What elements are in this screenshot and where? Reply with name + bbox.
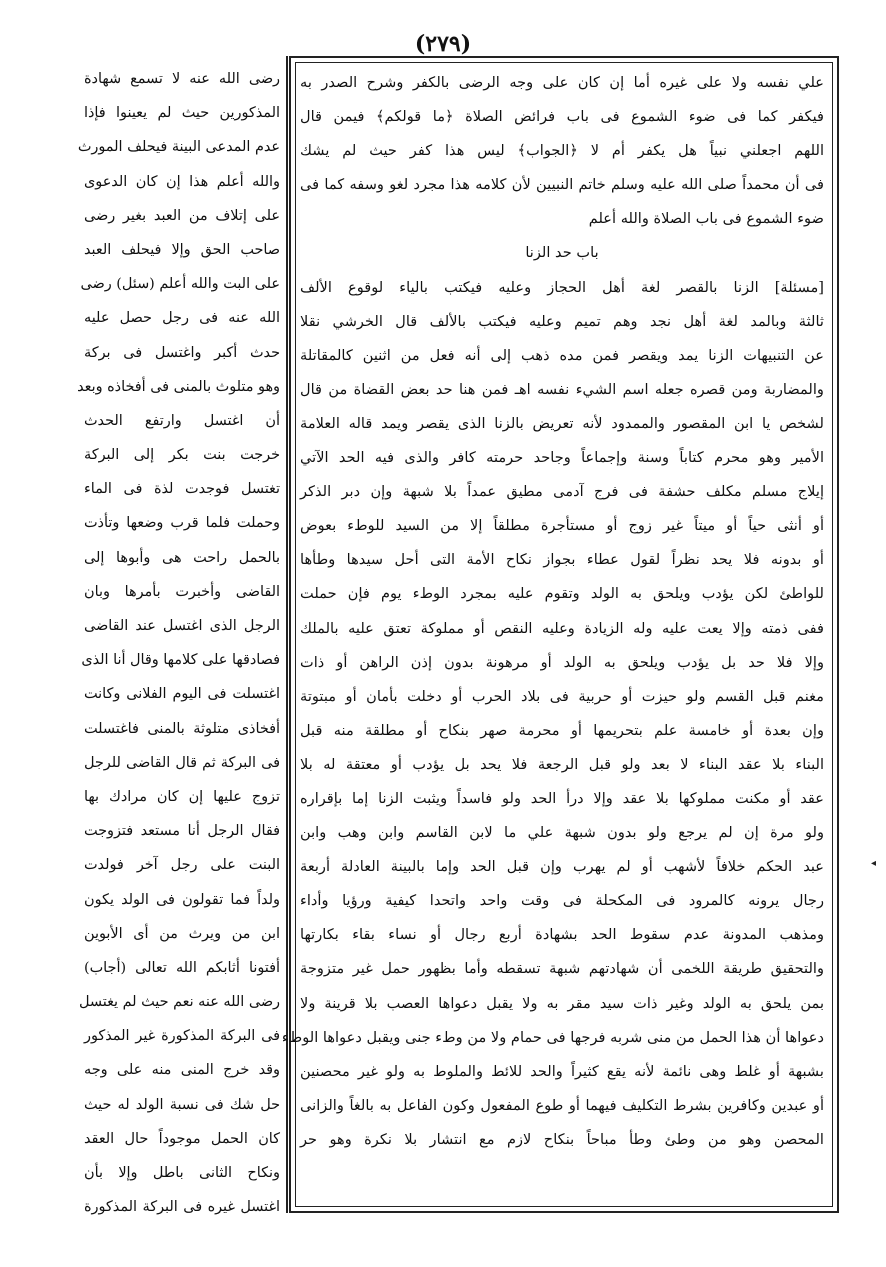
margin-line: الله عنه فى رجل حصل عليه — [84, 310, 280, 327]
margin-line: وحملت فلما قرب وضعها وتأذت — [84, 515, 280, 532]
main-line: [مسئلة] الزنا بالقصر لغة أهل الحجاز وعليه فيكتب بالياء لوقوع الألف — [300, 278, 824, 296]
margin-line: فى البركة المذكورة غير المذكور — [84, 1028, 280, 1045]
chapter-heading: باب حد الزنا — [525, 244, 599, 262]
main-line: لشخص يا ابن المقصور والممدود لأنه تعريض بالزنا الذى يقصر ويمد قاله العلامة — [300, 414, 824, 432]
main-line: رجال يرونه كالمرود فى المكحلة فى وقت واحد واتحدا كيفية ورؤيا وأداء — [300, 892, 824, 910]
margin-line: والله أعلم هذا إن كان الدعوى — [84, 173, 280, 190]
main-line: عبد الحكم خلافاً لأشهب أو لم يهرب وإن قبل الحد وإما بالبينة العادلة أربعة — [300, 858, 824, 876]
main-line: ثالثة وبالمد لغة أهل نجد وهم تميم وعليه فيكتب بالألف قال الخرشي نقلا — [300, 312, 824, 330]
main-line: المحصن وهو من وطئ وطأ مباحاً بنكاح لازم مع انتشار بلا نكرة وهو حر — [300, 1130, 824, 1148]
main-line: دعواها أن هذا الحمل من منى شربه فرجها فى حمام ولا من وطء جنى ويقبل دعواها الوطء — [281, 1028, 824, 1046]
margin-line: أن اغتسل وارتفع الحدث — [84, 412, 280, 429]
main-line: أو أنثى حياً أو ميتاً غير زوج أو مستأجرة مطلقاً إلا من السيد للوطء بعوض — [300, 517, 824, 535]
main-line: اللهم اجعلني نبياً هل يكفر أم لا ﴿الجواب﴾ ليس هذا كفر حيث لم يشك — [300, 142, 824, 160]
main-line: ولو مرة إن لم يرجع ولو بدون شبهة علي ما لابن القاسم وابن وهب وابن — [300, 824, 824, 842]
margin-line: رضى الله عنه لا تسمع شهادة — [84, 71, 280, 87]
margin-text-column — [77, 62, 280, 1216]
main-line: للواطئ لكن يؤدب ويلحق به الولد وتقوم عليه بمجرد الوطء يوم فإن حملت — [300, 585, 824, 603]
margin-line: البنت على رجل آخر فولدت — [84, 857, 280, 874]
margin-line: أفخاذى متلوثة بالمنى فاغتسلت — [84, 720, 280, 737]
margin-line: اغتسل غيره فى البركة المذكورة — [84, 1199, 280, 1216]
main-line: عن التنبيهات الزنا يمد ويقصر فمن مده ذهب إلى أنه فعل من اثنين كالمقاتلة — [300, 346, 824, 364]
main-line: الأمير وهو محرم كتاباً وسنة وإجماعاً وجاحد حرمته كافر والذى فيه الحد الآتي — [300, 449, 824, 467]
main-line: عقد أو مكنت مملوكها بلا عقد وإلا درأ الحد ولو فاسداً ويثبت الزنا إما بإقراره — [300, 789, 824, 807]
margin-line: ابن من ويرث من أى الأبوين — [84, 925, 280, 942]
margin-line: فصادقها على كلامها وقال أنا الذى — [81, 652, 280, 669]
main-line: مغنم قبل القسم ولو حيزت أو حربية فى بلاد الحرب أو دخلت بأمان أو مبتوتة — [300, 687, 824, 705]
main-line: أو عبدين وكافرين بشرط التكليف فيهما أو طوع المفعول وكون الفاعل به بالغاً والزانى — [300, 1096, 824, 1114]
margin-line: المذكورين حيث لم يعينوا فإذا — [84, 105, 280, 122]
margin-line: اغتسلت فى اليوم الفلانى وكانت — [84, 686, 280, 703]
margin-line: وهو متلوث بالمنى فى أفخاذه وبعد — [77, 378, 280, 395]
main-line: ومذهب المدونة عدم سقوط الحد بشهادة أربع رجال أو نساء بقاء بكارتها — [300, 926, 824, 944]
main-line: إيلاج مسلم مكلف حشفة فى فرج آدمى مطيق عمداً بلا شبهة وإن دبر الذكر — [300, 483, 824, 501]
margin-line: الرجل الذى اغتسل عند القاضى — [84, 618, 280, 634]
margin-line: وقد خرج المنى منه على وجه — [84, 1062, 280, 1079]
main-line: ففى ذمته وإلا يعت عليه وله الزيادة وعليه النقص أو مملوكة تعتق عليه بالملك — [300, 619, 824, 637]
main-line: وإلا فلا حد بل يؤدب ويلحق به الولد أو مرهونة بدون إذن الراهن أو ذات — [300, 653, 824, 671]
main-line: والتحقيق طريقة اللخمى أن شهادتهم شبهة تسقطه وأما بظهور حمل غير متزوجة — [300, 960, 824, 978]
main-line: البناء بلا عقد البناء لا بعد ولو قبل الرجعة فلا يحد بل يؤدب أو معتقة له بلا — [300, 755, 824, 773]
main-line: فيكفر كما فى ضوء الشموع فى باب فرائض الصلاة ﴿ما قولكم﴾ فيمن قال — [300, 108, 824, 126]
margin-line: خرجت بنت بكر إلى البركة — [84, 447, 280, 464]
margin-line: رضى الله عنه نعم حيث لم يغتسل — [79, 994, 280, 1011]
margin-line: على إتلاف من العبد بغير رضى — [84, 207, 280, 224]
margin-line: حدث أكبر واغتسل فى بركة — [84, 344, 280, 361]
page-number: (٢٧٩) — [414, 31, 472, 57]
main-line: بشبهة أو غلط وهى نائمة لأنه يقع كثيراً والحد للائط والملوط به ولو غير محصنين — [300, 1062, 824, 1080]
margin-line: القاضى وأخبرت بأمرها وبان — [84, 583, 280, 600]
margin-line: ونكاح الثانى باطل وإلا بأن — [84, 1165, 280, 1181]
margin-line: تزوج عليها إن كان مرادك بها — [84, 788, 280, 805]
margin-mark-icon: ◂ — [871, 858, 877, 869]
main-line: أو بدونه فلا يحد نظراً لقول عطاء بجواز نكاح الأمة التى أحل سيدها وطأها — [300, 551, 824, 569]
main-line: والمضاربة ومن قصره جعله اسم الشيء نفسه اهـ فمن هنا حد بعض القضاة من قال — [300, 380, 824, 398]
main-line: فى أن محمداً صلى الله عليه وسلم خاتم النبيين لأن كلامه هذا مجرد لغو وسفه كما فى — [300, 176, 824, 194]
margin-line: فقال الرجل أنا مستعد فتزوجت — [84, 823, 280, 840]
margin-line: صاحب الحق وإلا فيحلف العبد — [84, 241, 280, 258]
margin-line: أفتونا أثابكم الله تعالى (أجاب) — [84, 959, 280, 976]
margin-line: على البت والله أعلم (سئل) رضى — [80, 276, 280, 293]
margin-line: فى البركة ثم قال القاضى للرجل — [84, 754, 280, 771]
main-line: ضوء الشموع فى باب الصلاة والله أعلم — [588, 210, 824, 228]
margin-line: حل شك فى نسبة الولد له حيث — [84, 1096, 280, 1113]
main-line: بمن يلحق به الولد وغير ذات سيد مقر به ولا يقبل دعواها العصب بلا قرينة ولا — [300, 994, 824, 1012]
margin-line: بالحمل راحت هى وأبوها إلى — [84, 549, 280, 566]
margin-line: ولداً فما تقولون فى الولد يكون — [84, 891, 280, 908]
main-text-column — [281, 66, 824, 1206]
main-line: علي نفسه ولا على غيره أما إن كان على وجه الرضى بالكفر وشرح الصدر به — [300, 74, 824, 91]
margin-line: عدم المدعى البينة فيحلف المورث — [77, 139, 280, 156]
main-line: وإن بعدة أو خامسة علم بتحريمها أو محرمة صهر بنكاح أو مطلقة منه قبل — [300, 721, 824, 739]
margin-line: تغتسل فوجدت لذة فى الماء — [84, 481, 280, 498]
margin-line: كان الحمل موجوداً حال العقد — [84, 1130, 280, 1147]
